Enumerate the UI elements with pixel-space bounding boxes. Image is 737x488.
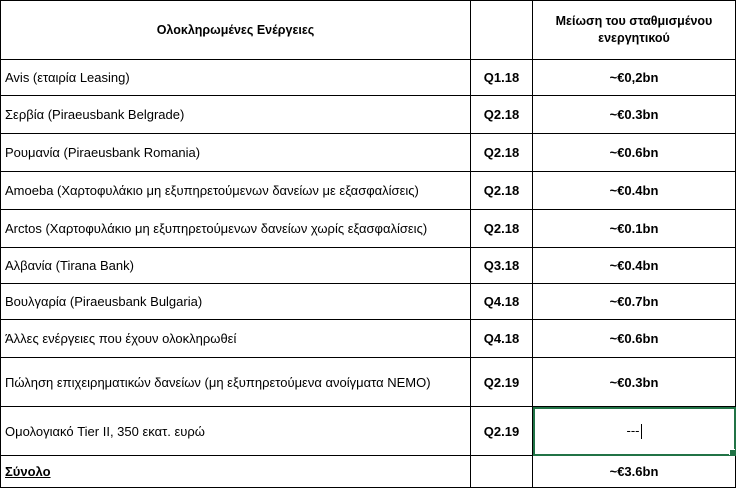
total-row [1, 456, 736, 488]
row-name[interactable]: Amoeba (Χαρτοφυλάκιο μη εξυπηρετούμενων δανείων με εξασφαλίσεις) [1, 172, 471, 210]
total-quarter[interactable] [471, 456, 533, 488]
total-label[interactable]: Σύνολο [1, 456, 471, 488]
row-amount[interactable]: ~€0.4bn [533, 172, 736, 210]
row-name[interactable]: Άλλες ενέργειες που έχουν ολοκληρωθεί [1, 320, 471, 358]
header-quarter[interactable] [471, 1, 533, 60]
row-quarter[interactable]: Q2.18 [471, 96, 533, 134]
row-amount[interactable]: ~€0.3bn [533, 358, 736, 407]
row-name[interactable]: Βουλγαρία (Piraeusbank Bulgaria) [1, 284, 471, 320]
row-name[interactable]: Avis (εταιρία Leasing) [1, 60, 471, 96]
row-amount[interactable]: ~€0.4bn [533, 248, 736, 284]
row-name[interactable]: Αλβανία (Tirana Bank) [1, 248, 471, 284]
table-row [1, 248, 736, 284]
row-amount[interactable]: ~€0.3bn [533, 96, 736, 134]
table-row [1, 284, 736, 320]
row-quarter[interactable]: Q3.18 [471, 248, 533, 284]
row-amount[interactable]: ~€0.1bn [533, 210, 736, 248]
header-reduction[interactable]: Μείωση του σταθμισμένου ενεργητικού [533, 1, 736, 60]
row-name[interactable]: Σερβία (Piraeusbank Belgrade) [1, 96, 471, 134]
table-row [1, 60, 736, 96]
table-row [1, 134, 736, 172]
total-amount[interactable]: ~€3.6bn [533, 456, 736, 488]
table-row [1, 210, 736, 248]
table-row [1, 358, 736, 407]
row-quarter[interactable]: Q2.18 [471, 134, 533, 172]
table-row [1, 407, 736, 456]
row-amount[interactable]: ~€0,2bn [533, 60, 736, 96]
table-row [1, 172, 736, 210]
table-row [1, 96, 736, 134]
selected-cell[interactable] [533, 407, 736, 456]
row-quarter[interactable]: Q2.19 [471, 407, 533, 456]
row-amount[interactable]: ~€0.7bn [533, 284, 736, 320]
row-amount[interactable]: ~€0.6bn [533, 134, 736, 172]
table-row [1, 320, 736, 358]
text-cursor [641, 424, 642, 439]
row-name[interactable]: Ρουμανία (Piraeusbank Romania) [1, 134, 471, 172]
row-quarter[interactable]: Q2.18 [471, 172, 533, 210]
row-amount[interactable]: ~€0.6bn [533, 320, 736, 358]
header-row [1, 1, 736, 60]
row-name[interactable]: Πώληση επιχειρηματικών δανείων (μη εξυπηρετούμενα ανοίγματα NEMO) [1, 358, 471, 407]
row-quarter[interactable]: Q1.18 [471, 60, 533, 96]
row-name[interactable]: Ομολογιακό Tier II, 350 εκατ. ευρώ [1, 407, 471, 456]
row-quarter[interactable]: Q2.18 [471, 210, 533, 248]
selected-cell-value: --- [626, 422, 640, 438]
row-quarter[interactable]: Q2.19 [471, 358, 533, 407]
row-quarter[interactable]: Q4.18 [471, 284, 533, 320]
row-name[interactable]: Arctos (Χαρτοφυλάκιο μη εξυπηρετούμενων δανείων χωρίς εξασφαλίσεις) [1, 210, 471, 248]
header-actions[interactable]: Ολοκληρωμένες Ενέργειες [1, 1, 471, 60]
fill-handle[interactable] [729, 449, 736, 456]
row-quarter[interactable]: Q4.18 [471, 320, 533, 358]
